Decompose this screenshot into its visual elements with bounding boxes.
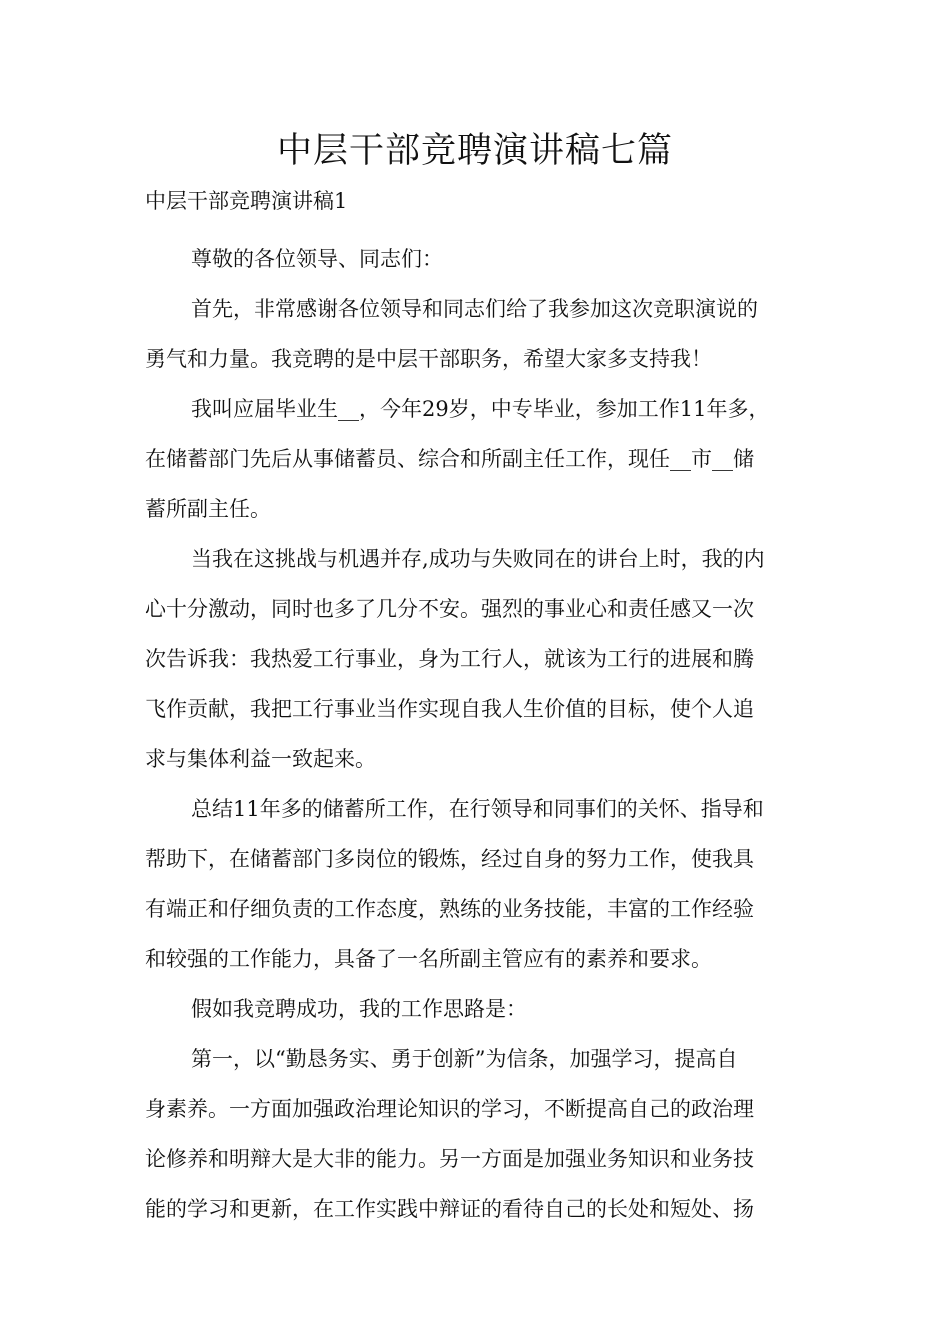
paragraph-summary xyxy=(145,784,809,984)
paragraph-plan-intro xyxy=(145,984,809,1034)
paragraph-thanks xyxy=(145,284,809,384)
paragraph-plan-first xyxy=(145,1034,809,1234)
text-line: 和较强的工作能力，具备了一名所副主管应有的素养和要求。 xyxy=(145,947,712,971)
text-line: 总结11年多的储蓄所工作，在行领导和同事们的关怀、指导和 xyxy=(191,797,764,821)
text-line: 能的学习和更新，在工作实践中辩证的看待自己的长处和短处、扬 xyxy=(145,1197,754,1221)
text-line: 第一，以“勤恳务实、勇于创新”为信条，加强学习，提高自 xyxy=(191,1047,738,1071)
text-line: 在储蓄部门先后从事储蓄员、综合和所副主任工作，现任__市__储 xyxy=(145,447,754,471)
paragraph-greeting xyxy=(145,234,809,284)
text-line: 我叫应届毕业生__，今年29岁，中专毕业，参加工作11年多， xyxy=(191,397,770,421)
text-line: 帮助下，在储蓄部门多岗位的锻炼，经过自身的努力工作，使我具 xyxy=(145,847,754,871)
text-line: 假如我竞聘成功，我的工作思路是： xyxy=(191,997,527,1021)
text-line: 论修养和明辩大是大非的能力。另一方面是加强业务知识和业务技 xyxy=(145,1147,754,1171)
paragraph-introduction xyxy=(145,384,809,534)
text-line: 飞作贡献，我把工行事业当作实现自我人生价值的目标，使个人追 xyxy=(145,697,754,721)
paragraph-feelings xyxy=(145,534,809,784)
text-line: 首先，非常感谢各位领导和同志们给了我参加这次竞职演说的 xyxy=(191,297,758,321)
document-subtitle: 中层干部竞聘演讲稿1 xyxy=(145,189,348,213)
document-title: 中层干部竞聘演讲稿七篇 xyxy=(276,131,673,171)
text-line: 当我在这挑战与机遇并存,成功与失败同在的讲台上时，我的内 xyxy=(191,547,765,571)
text-line: 求与集体利益一致起来。 xyxy=(145,747,376,771)
text-line: 身素养。一方面加强政治理论知识的学习，不断提高自己的政治理 xyxy=(145,1097,754,1121)
text-line: 有端正和仔细负责的工作态度，熟练的业务技能，丰富的工作经验 xyxy=(145,897,754,921)
text-line: 次告诉我：我热爱工行事业，身为工行人，就该为工行的进展和腾 xyxy=(145,647,754,671)
text-line: 尊敬的各位领导、同志们： xyxy=(191,247,443,271)
text-line: 心十分激动，同时也多了几分不安。强烈的事业心和责任感又一次 xyxy=(145,597,754,621)
text-line: 勇气和力量。我竞聘的是中层干部职务，希望大家多支持我！ xyxy=(145,347,712,371)
document-body xyxy=(145,234,809,1234)
text-line: 蓄所副主任。 xyxy=(145,497,271,521)
